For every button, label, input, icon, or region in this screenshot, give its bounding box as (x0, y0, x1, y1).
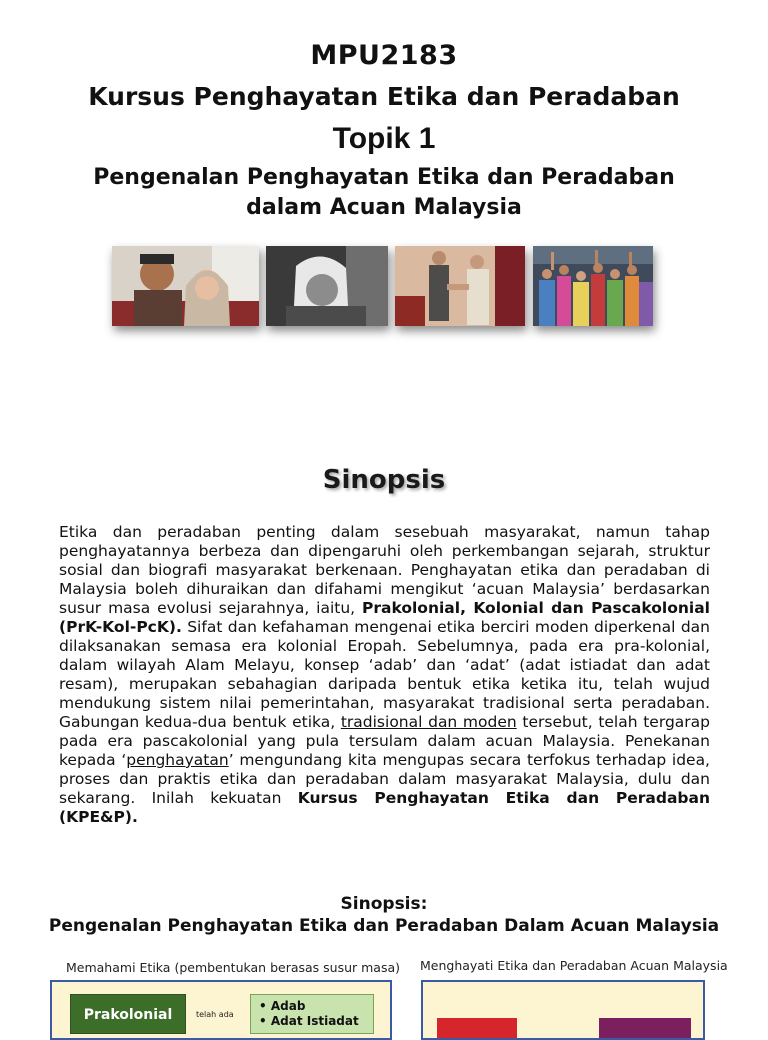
diagram-title-line-2: Pengenalan Penghayatan Etika dan Peradaban Dalam Acuan Malaysia (48, 916, 720, 936)
course-name: Kursus Penghayatan Etika dan Peradaban (88, 82, 680, 111)
synopsis-text-3: tersebut, telah tergarap pada era pascakolonial yang pula tersulam dalam acuan Malaysia. Penekanan kepada ‘ (59, 713, 710, 769)
items-box (250, 994, 374, 1034)
synopsis-bold-eras: Prakolonial, Kolonial dan Pascakolonial (PrK-Kol-PcK). (59, 599, 710, 636)
family-photo (112, 246, 259, 326)
synopsis-title: Sinopsis (322, 465, 446, 495)
right-panel (421, 980, 705, 1040)
synopsis-paragraph (59, 523, 710, 827)
synopsis-underline-forms: tradisional dan moden (340, 713, 517, 731)
topic-subtitle (0, 163, 768, 223)
synopsis-bold-course: Kursus Penghayatan Etika dan Peradaban (KPE&P). (59, 789, 710, 826)
purple-block (599, 1018, 691, 1038)
item-adat-istiadat: • Adat Istiadat (259, 1014, 373, 1029)
diagram-title-line-1: Sinopsis: (340, 894, 428, 914)
elderly-woman-photo (266, 246, 388, 326)
handshake-photo (395, 246, 525, 326)
left-panel-label: Memahami Etika (pembentukan berasas susur masa) (66, 960, 401, 975)
synopsis-text-1: Etika dan peradaban penting dalam sesebuah masyarakat, namun tahap penghayatannya berbeza dan dipengaruhi oleh perkembangan sejarah, struktur sosial dan biografi masyarakat berkenaan. Penghayatan etika dan peradaban di Malaysia boleh dihuraikan dan difahami mengikut ‘acuan Malaysia’ berdasarkan susur masa evolusi sejarahnya, iaitu, (59, 523, 710, 617)
left-panel (50, 980, 392, 1040)
diagram-title (0, 893, 768, 937)
course-code: MPU2183 (310, 40, 458, 71)
connector-label: telah ada (196, 1010, 234, 1019)
subtitle-line-1: Pengenalan Penghayatan Etika dan Peradaban (93, 165, 675, 190)
synopsis-text-2: Sifat dan kefahaman mengenai etika berciri moden diperkenal dan dilaksanakan semasa era kolonial Eropah. Sebelumnya, pada era pra-kolonial, dalam wilayah Alam Melayu, konsep ‘adab’ dan ‘adat’ (adat istiadat dan adat resam), merupakan sebahagian daripada bentuk etika ketika itu, telah wujud mendukung sistem nilai pemerintahan, masyarakat tradisional serta peradaban. Gabungan kedua-dua bentuk etika, (59, 618, 710, 731)
synopsis-underline-penghayatan: penghayatan (126, 751, 229, 769)
crowd-photo (533, 246, 653, 326)
topic-title: Topik 1 (332, 122, 436, 155)
era-box-prakolonial: Prakolonial (70, 994, 186, 1034)
synopsis-text-4: ’ mengundang kita mengupas secara terfokus terhadap idea, proses dan praktis etika dan peradaban dalam masyarakat Malaysia, dulu dan sekarang. Inilah kekuatan (59, 751, 710, 807)
right-panel-label: Menghayati Etika dan Peradaban Acuan Malaysia (420, 958, 728, 973)
item-adab: • Adab (259, 999, 373, 1014)
red-block (437, 1018, 517, 1038)
subtitle-line-2: dalam Acuan Malaysia (246, 195, 522, 220)
